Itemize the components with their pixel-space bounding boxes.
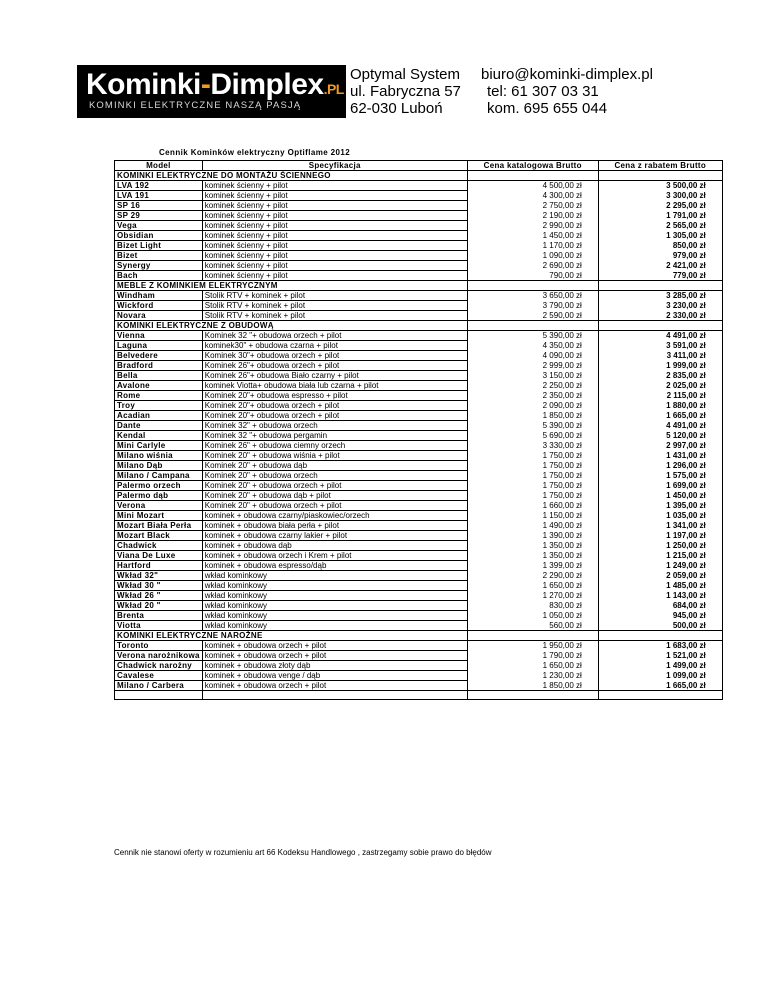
specification: wkład kominkowy bbox=[202, 581, 467, 591]
catalog-price: 1 270,00 zł bbox=[467, 591, 598, 601]
empty-cell bbox=[598, 321, 722, 331]
specification: wkład kominkowy bbox=[202, 621, 467, 631]
discount-price: 779,00 zł bbox=[598, 271, 722, 281]
discount-price: 2 997,00 zł bbox=[598, 441, 722, 451]
discount-price: 850,00 zł bbox=[598, 241, 722, 251]
catalog-price: 1 850,00 zł bbox=[467, 411, 598, 421]
discount-price: 3 285,00 zł bbox=[598, 291, 722, 301]
model-name: Chadwick narożny bbox=[115, 661, 203, 671]
table-row bbox=[115, 181, 723, 191]
table-row bbox=[115, 201, 723, 211]
catalog-price: 2 090,00 zł bbox=[467, 401, 598, 411]
table-row bbox=[115, 551, 723, 561]
table-row bbox=[115, 231, 723, 241]
discount-price: 2 330,00 zł bbox=[598, 311, 722, 321]
discount-price: 1 296,00 zł bbox=[598, 461, 722, 471]
table-row bbox=[115, 561, 723, 571]
table-row bbox=[115, 451, 723, 461]
sheet-title: Cennik Kominków elektryczny Optiflame 2012 bbox=[159, 148, 351, 157]
table-row bbox=[115, 671, 723, 681]
catalog-price: 2 690,00 zł bbox=[467, 261, 598, 271]
specification: kominek + obudowa orzech + pilot bbox=[202, 681, 467, 691]
discount-price: 1 999,00 zł bbox=[598, 361, 722, 371]
discount-price: 945,00 zł bbox=[598, 611, 722, 621]
specification: kominek ścienny + pilot bbox=[202, 181, 467, 191]
empty-row bbox=[115, 691, 723, 700]
specification: Kominek 20" + obudowa dąb + pilot bbox=[202, 491, 467, 501]
table-row bbox=[115, 431, 723, 441]
catalog-price: 3 150,00 zł bbox=[467, 371, 598, 381]
table-row bbox=[115, 511, 723, 521]
model-name: Mini Carlyle bbox=[115, 441, 203, 451]
table-row bbox=[115, 211, 723, 221]
catalog-price: 1 750,00 zł bbox=[467, 461, 598, 471]
discount-price: 3 591,00 zł bbox=[598, 341, 722, 351]
model-name: Belvedere bbox=[115, 351, 203, 361]
model-name: Bizet Light bbox=[115, 241, 203, 251]
catalog-price: 3 330,00 zł bbox=[467, 441, 598, 451]
catalog-price: 560,00 zł bbox=[467, 621, 598, 631]
specification: Kominek 26" + obudowa ciemny orzech bbox=[202, 441, 467, 451]
model-name: Palermo dąb bbox=[115, 491, 203, 501]
table-row bbox=[115, 191, 723, 201]
catalog-price: 2 250,00 zł bbox=[467, 381, 598, 391]
catalog-price: 830,00 zł bbox=[467, 601, 598, 611]
table-row bbox=[115, 651, 723, 661]
model-name: Troy bbox=[115, 401, 203, 411]
catalog-price: 5 390,00 zł bbox=[467, 331, 598, 341]
specification: kominek + obudowa czarny lakier + pilot bbox=[202, 531, 467, 541]
specification: kominek + obudowa złoty dąb bbox=[202, 661, 467, 671]
table-row bbox=[115, 311, 723, 321]
model-name: Hartford bbox=[115, 561, 203, 571]
section-header bbox=[115, 281, 723, 291]
specification: kominek + obudowa biała perła + pilot bbox=[202, 521, 467, 531]
model-name: LVA 191 bbox=[115, 191, 203, 201]
table-row bbox=[115, 411, 723, 421]
specification: Stolik RTV + kominek + pilot bbox=[202, 291, 467, 301]
catalog-price: 790,00 zł bbox=[467, 271, 598, 281]
model-name: Wkład 26 " bbox=[115, 591, 203, 601]
model-name: Cavalese bbox=[115, 671, 203, 681]
table-row bbox=[115, 381, 723, 391]
catalog-price: 4 300,00 zł bbox=[467, 191, 598, 201]
discount-price: 2 295,00 zł bbox=[598, 201, 722, 211]
model-name: Chadwick bbox=[115, 541, 203, 551]
catalog-price: 1 750,00 zł bbox=[467, 481, 598, 491]
header-discount-price: Cena z rabatem Brutto bbox=[598, 161, 722, 171]
specification: kominek Viotta+ obudowa biała lub czarna + pilot bbox=[202, 381, 467, 391]
logo-tagline: KOMINKI ELEKTRYCZNE NASZĄ PASJĄ bbox=[89, 100, 302, 111]
model-name: Avalone bbox=[115, 381, 203, 391]
table-row bbox=[115, 621, 723, 631]
specification: kominek ścienny + pilot bbox=[202, 261, 467, 271]
specification: kominek ścienny + pilot bbox=[202, 251, 467, 261]
catalog-price: 4 090,00 zł bbox=[467, 351, 598, 361]
section-header bbox=[115, 631, 723, 641]
discount-price: 1 521,00 zł bbox=[598, 651, 722, 661]
table-row bbox=[115, 291, 723, 301]
table-row bbox=[115, 221, 723, 231]
model-name: Milano wiśnia bbox=[115, 451, 203, 461]
model-name: Mozart Black bbox=[115, 531, 203, 541]
specification: Stolik RTV + kominek + pilot bbox=[202, 311, 467, 321]
discount-price: 979,00 zł bbox=[598, 251, 722, 261]
catalog-price: 1 399,00 zł bbox=[467, 561, 598, 571]
catalog-price: 1 350,00 zł bbox=[467, 541, 598, 551]
model-name: Vienna bbox=[115, 331, 203, 341]
specification: kominek ścienny + pilot bbox=[202, 221, 467, 231]
catalog-price: 1 750,00 zł bbox=[467, 471, 598, 481]
table-row bbox=[115, 501, 723, 511]
specification: kominek30" + obudowa czarna + pilot bbox=[202, 341, 467, 351]
specification: kominek ścienny + pilot bbox=[202, 211, 467, 221]
table-row bbox=[115, 301, 723, 311]
address-line: ul. Fabryczna 57 bbox=[350, 83, 461, 100]
specification: kominek ścienny + pilot bbox=[202, 201, 467, 211]
table-row bbox=[115, 421, 723, 431]
specification: Kominek 20" + obudowa orzech bbox=[202, 471, 467, 481]
section-title: KOMINKI ELEKTRYCZNE DO MONTAŻU ŚCIENNEGO bbox=[115, 171, 468, 181]
empty-cell bbox=[598, 171, 722, 181]
catalog-price: 2 350,00 zł bbox=[467, 391, 598, 401]
specification: Kominek 20" + obudowa orzech + pilot bbox=[202, 501, 467, 511]
table-header bbox=[115, 161, 723, 171]
table-row bbox=[115, 471, 723, 481]
header-spec: Specyfikacja bbox=[202, 161, 467, 171]
catalog-price: 3 650,00 zł bbox=[467, 291, 598, 301]
discount-price: 5 120,00 zł bbox=[598, 431, 722, 441]
discount-price: 1 683,00 zł bbox=[598, 641, 722, 651]
table-row bbox=[115, 361, 723, 371]
empty-cell bbox=[467, 631, 598, 641]
section-title: KOMINKI ELEKTRYCZNE NAROŻNE bbox=[115, 631, 468, 641]
table-row bbox=[115, 401, 723, 411]
model-name: Mozart Biała Perła bbox=[115, 521, 203, 531]
table-row bbox=[115, 351, 723, 361]
table-row bbox=[115, 481, 723, 491]
model-name: Mini Mozart bbox=[115, 511, 203, 521]
catalog-price: 1 390,00 zł bbox=[467, 531, 598, 541]
model-name: Obsidian bbox=[115, 231, 203, 241]
model-name: Viana De Luxe bbox=[115, 551, 203, 561]
discount-price: 1 499,00 zł bbox=[598, 661, 722, 671]
catalog-price: 2 999,00 zł bbox=[467, 361, 598, 371]
discount-price: 2 835,00 zł bbox=[598, 371, 722, 381]
model-name: Vega bbox=[115, 221, 203, 231]
empty-cell bbox=[467, 281, 598, 291]
section-header bbox=[115, 321, 723, 331]
discount-price: 1 791,00 zł bbox=[598, 211, 722, 221]
model-name: Wickford bbox=[115, 301, 203, 311]
specification: wkład kominkowy bbox=[202, 571, 467, 581]
catalog-price: 4 350,00 zł bbox=[467, 341, 598, 351]
discount-price: 1 450,00 zł bbox=[598, 491, 722, 501]
model-name: SP 16 bbox=[115, 201, 203, 211]
discount-price: 3 500,00 zł bbox=[598, 181, 722, 191]
table-row bbox=[115, 241, 723, 251]
discount-price: 4 491,00 zł bbox=[598, 421, 722, 431]
catalog-price: 2 990,00 zł bbox=[467, 221, 598, 231]
discount-price: 4 491,00 zł bbox=[598, 331, 722, 341]
discount-price: 3 411,00 zł bbox=[598, 351, 722, 361]
catalog-price: 1 650,00 zł bbox=[467, 581, 598, 591]
table-row bbox=[115, 391, 723, 401]
empty-cell bbox=[202, 691, 467, 700]
table-row bbox=[115, 251, 723, 261]
address-line: Optymal System bbox=[350, 66, 461, 83]
catalog-price: 1 750,00 zł bbox=[467, 451, 598, 461]
specification: kominek + obudowa czarny/piaskowiec/orzech bbox=[202, 511, 467, 521]
table-row bbox=[115, 581, 723, 591]
discount-price: 1 197,00 zł bbox=[598, 531, 722, 541]
model-name: Milano / Campana bbox=[115, 471, 203, 481]
model-name: Bizet bbox=[115, 251, 203, 261]
table-row bbox=[115, 661, 723, 671]
specification: Kominek 32" + obudowa orzech bbox=[202, 421, 467, 431]
section-title: MEBLE Z KOMINKIEM ELEKTRYCZNYM bbox=[115, 281, 468, 291]
discount-price: 3 230,00 zł bbox=[598, 301, 722, 311]
catalog-price: 2 750,00 zł bbox=[467, 201, 598, 211]
specification: Kominek 20" + obudowa wiśnia + pilot bbox=[202, 451, 467, 461]
catalog-price: 1 050,00 zł bbox=[467, 611, 598, 621]
table-row bbox=[115, 641, 723, 651]
model-name: SP 29 bbox=[115, 211, 203, 221]
price-table bbox=[114, 160, 723, 700]
catalog-price: 1 850,00 zł bbox=[467, 681, 598, 691]
address-line: 62-030 Luboń bbox=[350, 100, 443, 117]
table-row bbox=[115, 541, 723, 551]
discount-price: 1 215,00 zł bbox=[598, 551, 722, 561]
model-name: Wkład 20 " bbox=[115, 601, 203, 611]
table-row bbox=[115, 461, 723, 471]
discount-price: 2 421,00 zł bbox=[598, 261, 722, 271]
discount-price: 1 035,00 zł bbox=[598, 511, 722, 521]
discount-price: 1 249,00 zł bbox=[598, 561, 722, 571]
catalog-price: 1 660,00 zł bbox=[467, 501, 598, 511]
catalog-price: 1 450,00 zł bbox=[467, 231, 598, 241]
specification: wkład kominkowy bbox=[202, 611, 467, 621]
model-name: Bach bbox=[115, 271, 203, 281]
table-row bbox=[115, 491, 723, 501]
specification: kominek + obudowa espresso/dąb bbox=[202, 561, 467, 571]
model-name: Milano Dąb bbox=[115, 461, 203, 471]
catalog-price: 1 650,00 zł bbox=[467, 661, 598, 671]
discount-price: 1 665,00 zł bbox=[598, 681, 722, 691]
section-header bbox=[115, 171, 723, 181]
catalog-price: 5 390,00 zł bbox=[467, 421, 598, 431]
specification: Kominek 20"+ obudowa orzech + pilot bbox=[202, 411, 467, 421]
empty-cell bbox=[598, 691, 722, 700]
catalog-price: 1 230,00 zł bbox=[467, 671, 598, 681]
discount-price: 1 099,00 zł bbox=[598, 671, 722, 681]
specification: Kominek 26"+ obudowa Biało czarny + pilot bbox=[202, 371, 467, 381]
model-name: Palermo orzech bbox=[115, 481, 203, 491]
company-contact bbox=[481, 66, 653, 117]
discount-price: 1 485,00 zł bbox=[598, 581, 722, 591]
email-link[interactable]: biuro@kominki-dimplex.pl bbox=[481, 66, 653, 83]
table-row bbox=[115, 341, 723, 351]
discount-price: 1 143,00 zł bbox=[598, 591, 722, 601]
catalog-price: 2 590,00 zł bbox=[467, 311, 598, 321]
discount-price: 1 431,00 zł bbox=[598, 451, 722, 461]
table-row bbox=[115, 441, 723, 451]
specification: kominek + obudowa venge / dąb bbox=[202, 671, 467, 681]
section-title: KOMINKI ELEKTRYCZNE Z OBUDOWĄ bbox=[115, 321, 468, 331]
specification: Kominek 26"+ obudowa orzech + pilot bbox=[202, 361, 467, 371]
catalog-price: 2 290,00 zł bbox=[467, 571, 598, 581]
table-row bbox=[115, 571, 723, 581]
table-row bbox=[115, 261, 723, 271]
empty-cell bbox=[467, 691, 598, 700]
discount-price: 1 250,00 zł bbox=[598, 541, 722, 551]
model-name: Verona bbox=[115, 501, 203, 511]
catalog-price: 5 690,00 zł bbox=[467, 431, 598, 441]
header-catalog-price: Cena katalogowa Brutto bbox=[467, 161, 598, 171]
model-name: Windham bbox=[115, 291, 203, 301]
discount-price: 3 300,00 zł bbox=[598, 191, 722, 201]
discount-price: 1 699,00 zł bbox=[598, 481, 722, 491]
discount-price: 1 305,00 zł bbox=[598, 231, 722, 241]
model-name: Dante bbox=[115, 421, 203, 431]
model-name: LVA 192 bbox=[115, 181, 203, 191]
discount-price: 2 059,00 zł bbox=[598, 571, 722, 581]
table-row bbox=[115, 371, 723, 381]
catalog-price: 1 350,00 zł bbox=[467, 551, 598, 561]
model-name: Kendal bbox=[115, 431, 203, 441]
phone-number: tel: 61 307 03 31 bbox=[487, 83, 599, 100]
specification: Kominek 32 "+ obudowa pergamin bbox=[202, 431, 467, 441]
empty-cell bbox=[467, 171, 598, 181]
discount-price: 1 341,00 zł bbox=[598, 521, 722, 531]
discount-price: 684,00 zł bbox=[598, 601, 722, 611]
specification: kominek ścienny + pilot bbox=[202, 191, 467, 201]
empty-cell bbox=[467, 321, 598, 331]
empty-cell bbox=[115, 691, 203, 700]
table-row bbox=[115, 521, 723, 531]
table-row bbox=[115, 331, 723, 341]
specification: Kominek 32 "+ obudowa orzech + pilot bbox=[202, 331, 467, 341]
catalog-price: 2 190,00 zł bbox=[467, 211, 598, 221]
discount-price: 2 025,00 zł bbox=[598, 381, 722, 391]
logo-wordmark: Kominki-Dimplex.PL bbox=[86, 68, 344, 101]
table-row bbox=[115, 601, 723, 611]
model-name: Novara bbox=[115, 311, 203, 321]
specification: wkład kominkowy bbox=[202, 591, 467, 601]
model-name: Milano / Carbera bbox=[115, 681, 203, 691]
specification: kominek + obudowa orzech i Krem + pilot bbox=[202, 551, 467, 561]
catalog-price: 1 490,00 zł bbox=[467, 521, 598, 531]
catalog-price: 1 790,00 zł bbox=[467, 651, 598, 661]
catalog-price: 1 150,00 zł bbox=[467, 511, 598, 521]
model-name: Rome bbox=[115, 391, 203, 401]
catalog-price: 1 950,00 zł bbox=[467, 641, 598, 651]
model-name: Toronto bbox=[115, 641, 203, 651]
specification: Kominek 20" + obudowa dąb bbox=[202, 461, 467, 471]
empty-cell bbox=[598, 281, 722, 291]
specification: Kominek 30"+ obudowa orzech + pilot bbox=[202, 351, 467, 361]
discount-price: 2 115,00 zł bbox=[598, 391, 722, 401]
catalog-price: 3 790,00 zł bbox=[467, 301, 598, 311]
discount-price: 2 565,00 zł bbox=[598, 221, 722, 231]
empty-cell bbox=[598, 631, 722, 641]
model-name: Synergy bbox=[115, 261, 203, 271]
table-row bbox=[115, 611, 723, 621]
discount-price: 1 665,00 zł bbox=[598, 411, 722, 421]
table-row bbox=[115, 591, 723, 601]
table-row bbox=[115, 271, 723, 281]
header-model: Model bbox=[115, 161, 203, 171]
catalog-price: 1 090,00 zł bbox=[467, 251, 598, 261]
specification: Kominek 20" + obudowa orzech + pilot bbox=[202, 481, 467, 491]
specification: kominek ścienny + pilot bbox=[202, 231, 467, 241]
table-row bbox=[115, 531, 723, 541]
model-name: Bradford bbox=[115, 361, 203, 371]
specification: kominek + obudowa orzech + pilot bbox=[202, 641, 467, 651]
discount-price: 1 575,00 zł bbox=[598, 471, 722, 481]
catalog-price: 4 500,00 zł bbox=[467, 181, 598, 191]
model-name: Laguna bbox=[115, 341, 203, 351]
specification: kominek + obudowa dąb bbox=[202, 541, 467, 551]
specification: wkład kominkowy bbox=[202, 601, 467, 611]
specification: Kominek 20"+ obudowa orzech + pilot bbox=[202, 401, 467, 411]
discount-price: 1 395,00 zł bbox=[598, 501, 722, 511]
specification: Kominek 20"+ obudowa espresso + pilot bbox=[202, 391, 467, 401]
model-name: Wkład 30 " bbox=[115, 581, 203, 591]
discount-price: 500,00 zł bbox=[598, 621, 722, 631]
model-name: Viotta bbox=[115, 621, 203, 631]
model-name: Verona narożnikowa bbox=[115, 651, 203, 661]
specification: kominek ścienny + pilot bbox=[202, 241, 467, 251]
model-name: Wkład 32" bbox=[115, 571, 203, 581]
specification: kominek + obudowa orzech + pilot bbox=[202, 651, 467, 661]
catalog-price: 1 750,00 zł bbox=[467, 491, 598, 501]
mobile-number: kom. 695 655 044 bbox=[487, 100, 608, 117]
discount-price: 1 880,00 zł bbox=[598, 401, 722, 411]
model-name: Brenta bbox=[115, 611, 203, 621]
table-row bbox=[115, 681, 723, 691]
specification: kominek ścienny + pilot bbox=[202, 271, 467, 281]
footer-note: Cennik nie stanowi oferty w rozumieniu art 66 Kodeksu Handlowego , zastrzegamy sobie prawo do błędów bbox=[114, 848, 492, 857]
specification: Stolik RTV + kominek + pilot bbox=[202, 301, 467, 311]
company-address bbox=[350, 66, 461, 117]
catalog-price: 1 170,00 zł bbox=[467, 241, 598, 251]
model-name: Acadian bbox=[115, 411, 203, 421]
logo bbox=[77, 65, 346, 118]
model-name: Bella bbox=[115, 371, 203, 381]
